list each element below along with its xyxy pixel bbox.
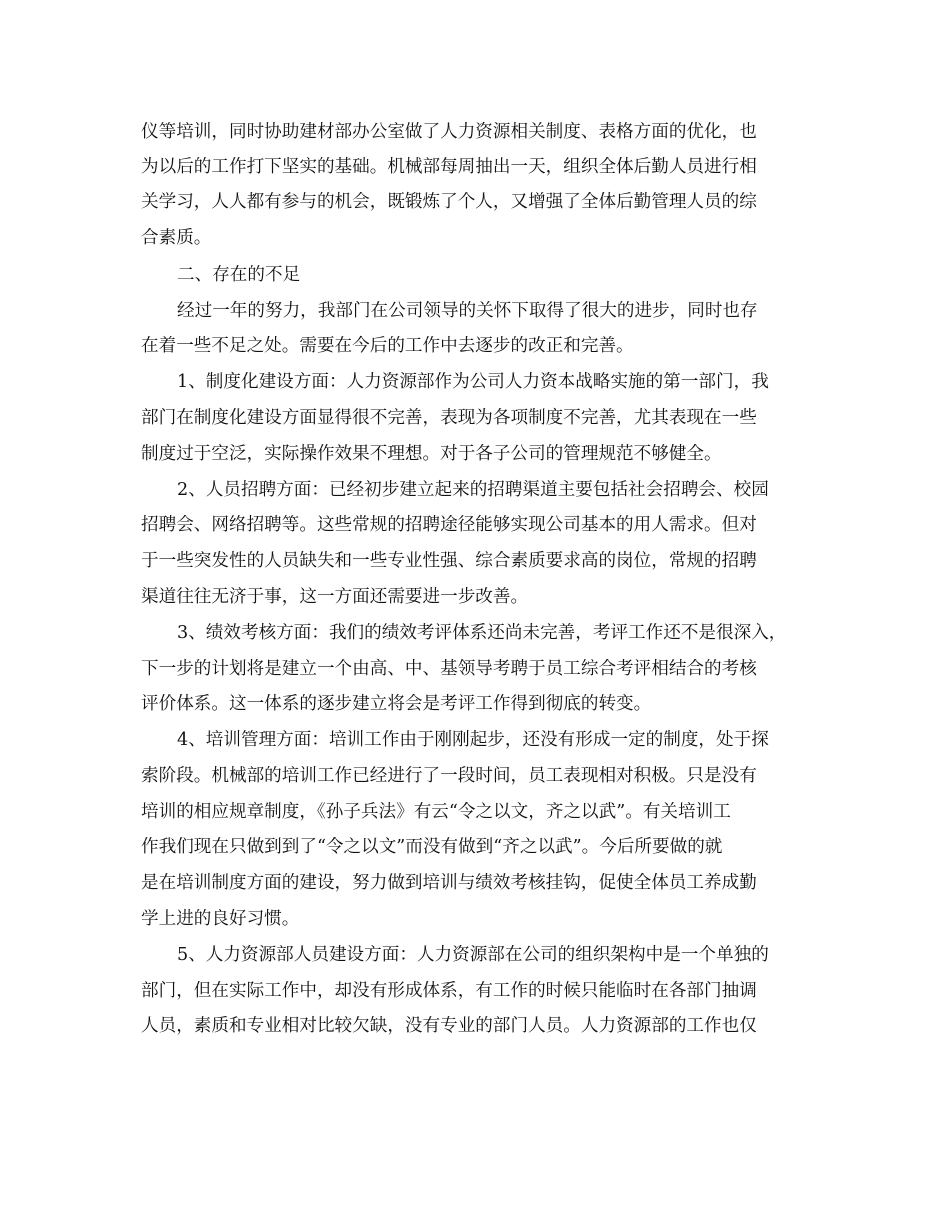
paragraph-line: 仪等培训，同时协助建材部办公室做了人力资源相关制度、表格方面的优化，也	[141, 122, 757, 142]
paragraph-line: 关学习，人人都有参与的机会，既锻炼了个人，又增强了全体后勤管理人员的综	[141, 192, 757, 212]
paragraph-line: 培训的相应规章制度，《孙子兵法》有云“令之以文，齐之以武”。有关培训工	[141, 802, 731, 822]
paragraph-line: 学上进的良好习惯。	[141, 909, 300, 929]
paragraph-line: 合素质。	[141, 228, 212, 248]
paragraph-line: 索阶段。机械部的培训工作已经进行了一段时间，员工表现相对积极。只是没有	[141, 766, 757, 786]
paragraph-line: 招聘会、网络招聘等。这些常规的招聘途径能够实现公司基本的用人需求。但对	[141, 515, 757, 535]
paragraph-line: 为以后的工作打下坚实的基础。机械部每周抽出一天，组织全体后勤人员进行相	[141, 157, 757, 177]
paragraph-line: 部门在制度化建设方面显得很不完善，表现为各项制度不完善，尤其表现在一些	[141, 408, 757, 428]
paragraph-line: 5、人力资源部人员建设方面：人力资源部在公司的组织架构中是一个单独的	[177, 945, 769, 965]
paragraph-line: 1、制度化建设方面：人力资源部作为公司人力资本战略实施的第一部门，我	[177, 372, 769, 392]
paragraph-line: 渠道往往无济于事，这一方面还需要进一步改善。	[141, 587, 529, 607]
section-heading: 二、存在的不足	[177, 265, 301, 285]
paragraph-line: 制度过于空泛，实际操作效果不理想。对于各子公司的管理规范不够健全。	[141, 444, 722, 464]
paragraph-line: 经过一年的努力，我部门在公司领导的关怀下取得了很大的进步，同时也存	[177, 301, 758, 321]
paragraph-line: 作我们现在只做到到了“令之以文”而没有做到“齐之以武”。今后所要做的就	[141, 837, 723, 857]
paragraph-line: 在着一些不足之处。需要在今后的工作中去逐步的改正和完善。	[141, 336, 634, 356]
paragraph-line: 下一步的计划将是建立一个由高、中、基领导考聘于员工综合考评相结合的考核	[141, 659, 757, 679]
paragraph-line: 于一些突发性的人员缺失和一些专业性强、综合素质要求高的岗位，常规的招聘	[141, 551, 757, 571]
paragraph-line: 4、培训管理方面：培训工作由于刚刚起步，还没有形成一定的制度，处于探	[177, 730, 769, 750]
paragraph-line: 3、绩效考核方面：我们的绩效考评体系还尚未完善，考评工作还不是很深入，	[177, 623, 787, 643]
paragraph-line: 2、人员招聘方面：已经初步建立起来的招聘渠道主要包括社会招聘会、校园	[177, 480, 769, 500]
paragraph-line: 部门，但在实际工作中，却没有形成体系，有工作的时候只能临时在各部门抽调	[141, 981, 757, 1001]
paragraph-line: 是在培训制度方面的建设，努力做到培训与绩效考核挂钩，促使全体员工养成勤	[141, 873, 757, 893]
paragraph-line: 人员，素质和专业相对比较欠缺，没有专业的部门人员。人力资源部的工作也仅	[141, 1016, 757, 1036]
paragraph-line: 评价体系。这一体系的逐步建立将会是考评工作得到彻底的转变。	[141, 694, 652, 714]
